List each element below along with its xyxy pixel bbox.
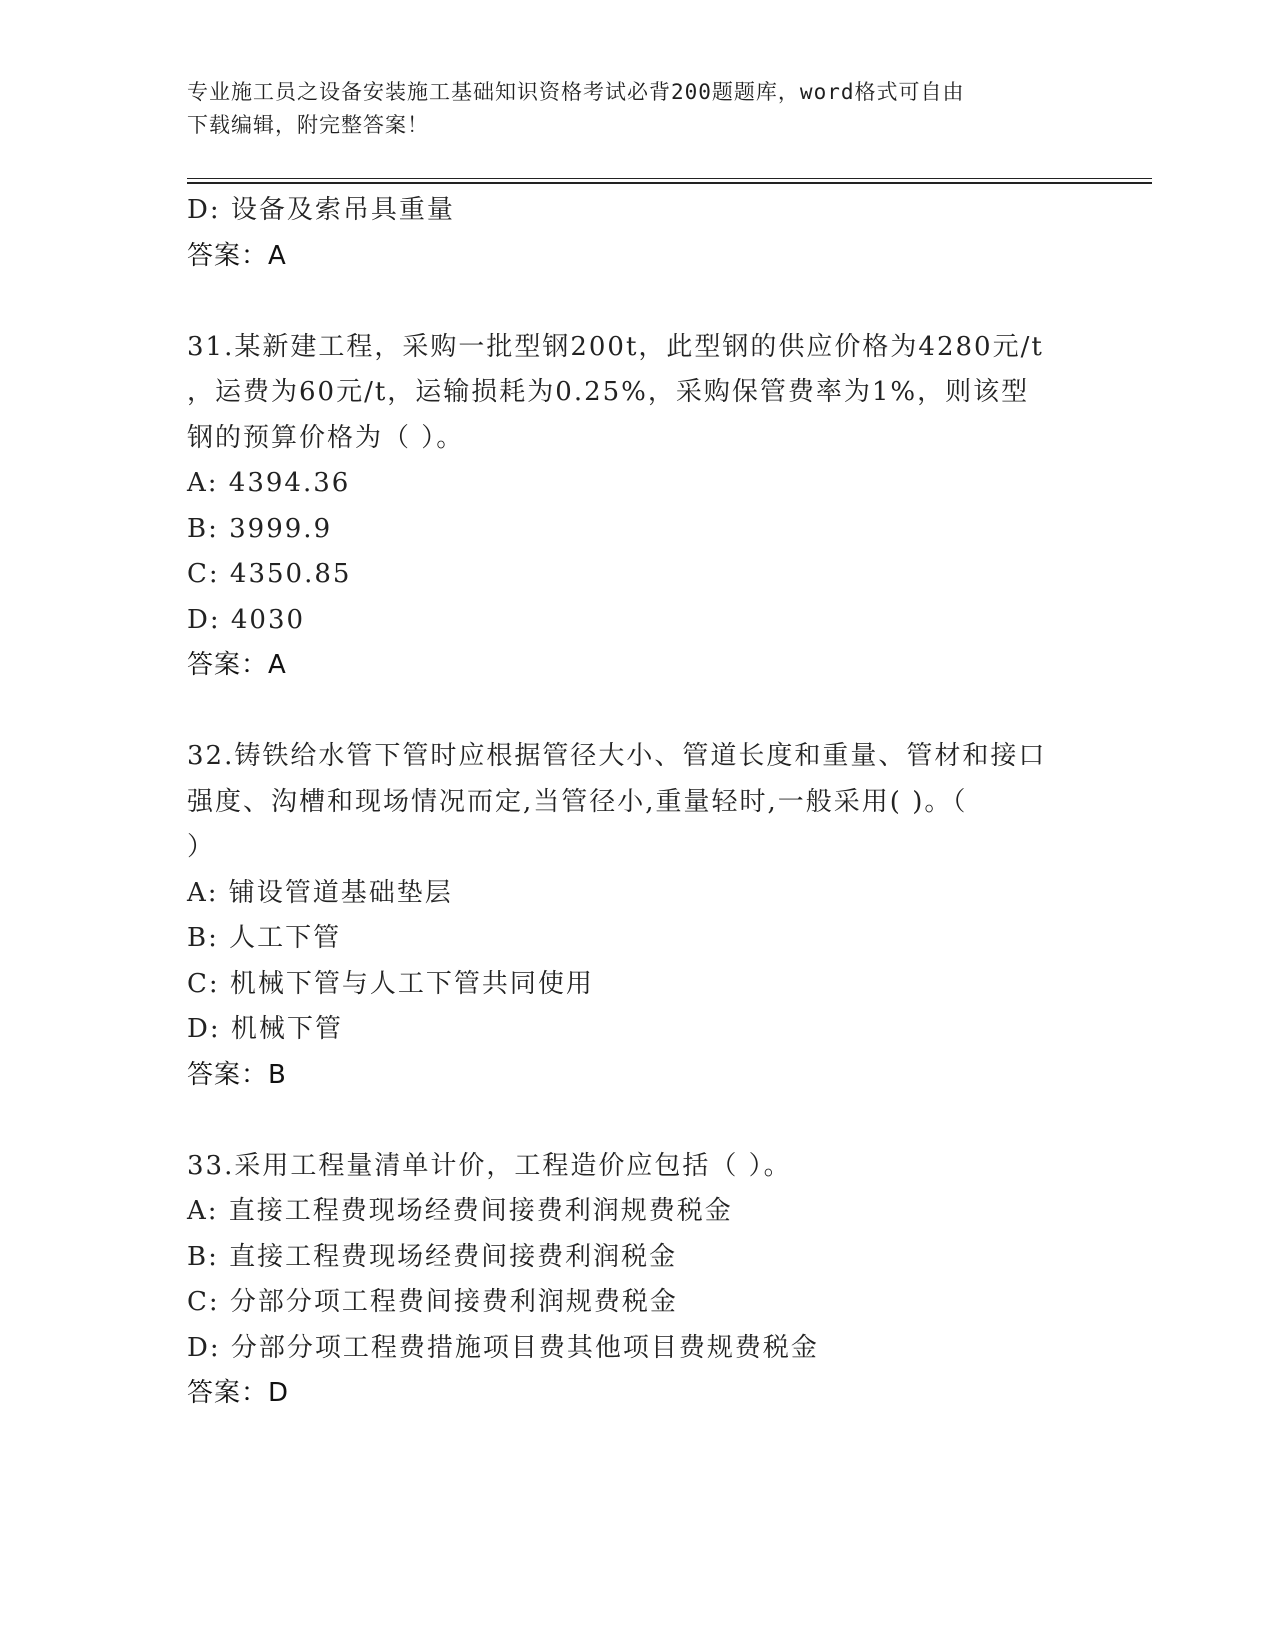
question-31 (187, 325, 1087, 689)
option-d: D: 设备及索吊具重量 (187, 195, 455, 225)
answer-line: 答案：D (187, 1378, 290, 1408)
option-d: D: 4030 (187, 604, 306, 635)
header-line-2: 下载编辑，附完整答案！ (187, 113, 429, 137)
question-text-line: 33.采用工程量清单计价，工程造价应包括（ ）。 (187, 1150, 792, 1181)
answer-line: 答案：A (187, 240, 287, 271)
question-text-line: 强度、沟槽和现场情况而定,当管径小,重量轻时,一般采用( )。（ (187, 786, 968, 817)
spacer (187, 689, 1087, 735)
question-text-line: 32.铸铁给水管下管时应根据管径大小、管道长度和重量、管材和接口 (187, 741, 1047, 771)
question-32 (187, 734, 1087, 1098)
question-list (187, 188, 1087, 1417)
question-text-line: ） (187, 832, 216, 862)
header-divider-thin (187, 178, 1152, 179)
option-c: C: 4350.85 (187, 559, 352, 589)
option-b: B: 人工下管 (187, 923, 342, 953)
option-a: A: 铺设管道基础垫层 (187, 877, 453, 908)
option-a: A: 4394.36 (187, 468, 351, 498)
option-d: D: 分部分项工程费措施项目费其他项目费规费税金 (187, 1332, 819, 1363)
option-c: C: 机械下管与人工下管共同使用 (187, 968, 594, 999)
spacer (187, 279, 1087, 325)
question-text-line: 钢的预算价格为（ ）。 (187, 422, 465, 453)
question-text-line: 31.某新建工程，采购一批型钢200t，此型钢的供应价格为4280元/t (187, 331, 1044, 362)
header-line-1: 专业施工员之设备安装施工基础知识资格考试必背200题题库，word格式可自由 (187, 80, 965, 104)
document-header (187, 76, 1067, 142)
question-text-line: ，运费为60元/t，运输损耗为0.25%，采购保管费率为1%，则该型 (187, 377, 1030, 407)
option-c: C: 分部分项工程费间接费利润规费税金 (187, 1287, 678, 1317)
option-b: B: 直接工程费现场经费间接费利润税金 (187, 1241, 678, 1272)
spacer (187, 1098, 1087, 1144)
option-d: D: 机械下管 (187, 1014, 343, 1044)
option-b: B: 3999.9 (187, 513, 333, 544)
option-a: A: 直接工程费现场经费间接费利润规费税金 (187, 1196, 733, 1226)
header-divider-thick (187, 182, 1152, 184)
question-33 (187, 1144, 1087, 1417)
answer-line: 答案：A (187, 650, 287, 680)
answer-line: 答案：B (187, 1059, 287, 1090)
previous-question-tail (187, 188, 1087, 279)
